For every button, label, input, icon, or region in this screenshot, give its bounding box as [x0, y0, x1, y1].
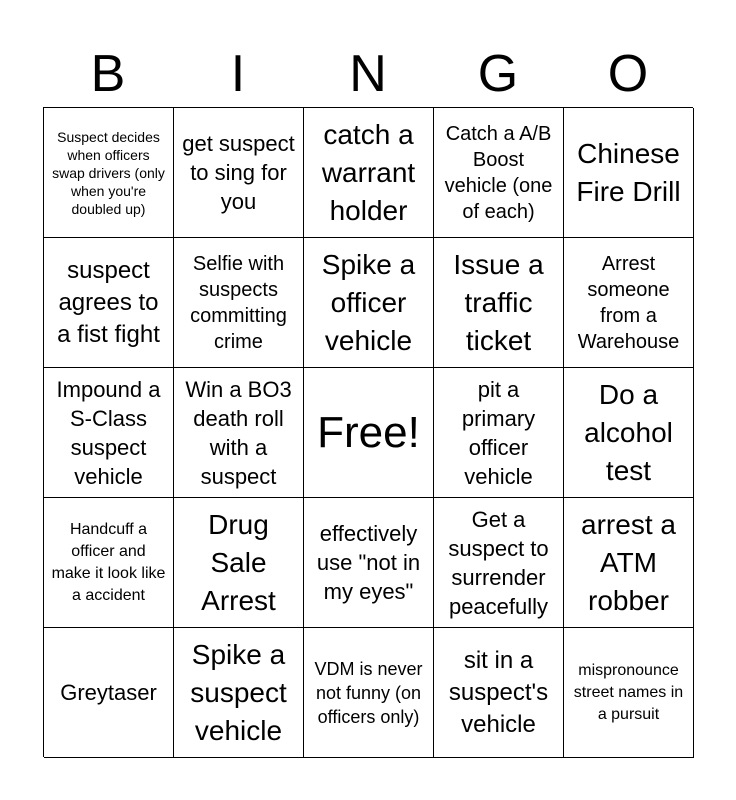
bingo-cell-r5c2[interactable] — [174, 628, 304, 758]
bingo-cell-free[interactable] — [304, 368, 434, 498]
bingo-cell-r4c4[interactable] — [434, 498, 564, 628]
cell-text: VDM is never not funny (on officers only) — [314, 658, 423, 727]
bingo-cell-r4c3[interactable] — [304, 498, 434, 628]
bingo-cell-r4c5[interactable] — [564, 498, 694, 628]
cell-text: Impound a S-Class suspect vehicle — [56, 376, 161, 489]
bingo-cell-r2c2[interactable] — [174, 238, 304, 368]
header-letter-i: I — [230, 45, 246, 103]
cell-text: Greytaser — [60, 680, 157, 705]
bingo-cell-r2c5[interactable] — [564, 238, 694, 368]
bingo-cell-r1c5[interactable] — [564, 108, 694, 238]
bingo-cell-r2c4[interactable] — [434, 238, 564, 368]
bingo-card-grid — [43, 107, 693, 757]
cell-text: pit a primary officer vehicle — [461, 376, 536, 489]
bingo-cell-r5c5[interactable] — [564, 628, 694, 758]
bingo-header — [43, 40, 693, 108]
cell-text: arrest a ATM robber — [581, 508, 676, 616]
cell-text: Arrest someone from a Warehouse — [577, 252, 680, 353]
cell-text: Get a suspect to surrender peacefully — [448, 506, 549, 619]
bingo-cell-r4c2[interactable] — [174, 498, 304, 628]
bingo-cell-r3c5[interactable] — [564, 368, 694, 498]
header-letter-g: G — [477, 45, 519, 103]
cell-text: mispronounce street names in a pursuit — [573, 661, 684, 723]
bingo-cell-r2c3[interactable] — [304, 238, 434, 368]
cell-text: suspect agrees to a fist fight — [57, 256, 160, 348]
cell-text: Chinese Fire Drill — [576, 137, 681, 207]
cell-text: Spike a officer vehicle — [321, 248, 416, 356]
cell-text: Issue a traffic ticket — [453, 248, 544, 356]
bingo-cell-r3c1[interactable] — [44, 368, 174, 498]
header-letter-b: B — [90, 45, 126, 103]
cell-text: catch a warrant holder — [321, 118, 416, 226]
bingo-cell-r3c2[interactable] — [174, 368, 304, 498]
bingo-cell-r5c3[interactable] — [304, 628, 434, 758]
cell-text: Spike a suspect vehicle — [190, 638, 287, 746]
cell-text: sit in a suspect's vehicle — [448, 646, 549, 738]
cell-text: effectively use "not in my eyes" — [316, 521, 421, 604]
cell-text: Selfie with suspects committing crime — [190, 252, 287, 353]
bingo-cell-r1c3[interactable] — [304, 108, 434, 238]
header-letter-n: N — [349, 45, 387, 103]
cell-text: get suspect to sing for you — [182, 131, 295, 214]
bingo-cell-r2c1[interactable] — [44, 238, 174, 368]
bingo-cell-r4c1[interactable] — [44, 498, 174, 628]
cell-text: Do a alcohol test — [584, 378, 673, 486]
bingo-cell-r1c4[interactable] — [434, 108, 564, 238]
bingo-cell-r5c4[interactable] — [434, 628, 564, 758]
bingo-cell-r1c2[interactable] — [174, 108, 304, 238]
bingo-cell-r1c1[interactable] — [44, 108, 174, 238]
cell-text: Win a BO3 death roll with a suspect — [185, 376, 292, 489]
header-letter-o: O — [607, 45, 649, 103]
cell-text: Suspect decides when officers swap drivers (only when you're doubled up) — [52, 128, 165, 217]
cell-text: Handcuff a officer and make it look like a accident — [51, 520, 166, 604]
cell-text: Catch a A/B Boost vehicle (one of each) — [444, 122, 553, 223]
bingo-cell-r3c4[interactable] — [434, 368, 564, 498]
free-space-text: Free! — [317, 407, 420, 457]
cell-text: Drug Sale Arrest — [201, 508, 276, 616]
bingo-cell-r5c1[interactable] — [44, 628, 174, 758]
